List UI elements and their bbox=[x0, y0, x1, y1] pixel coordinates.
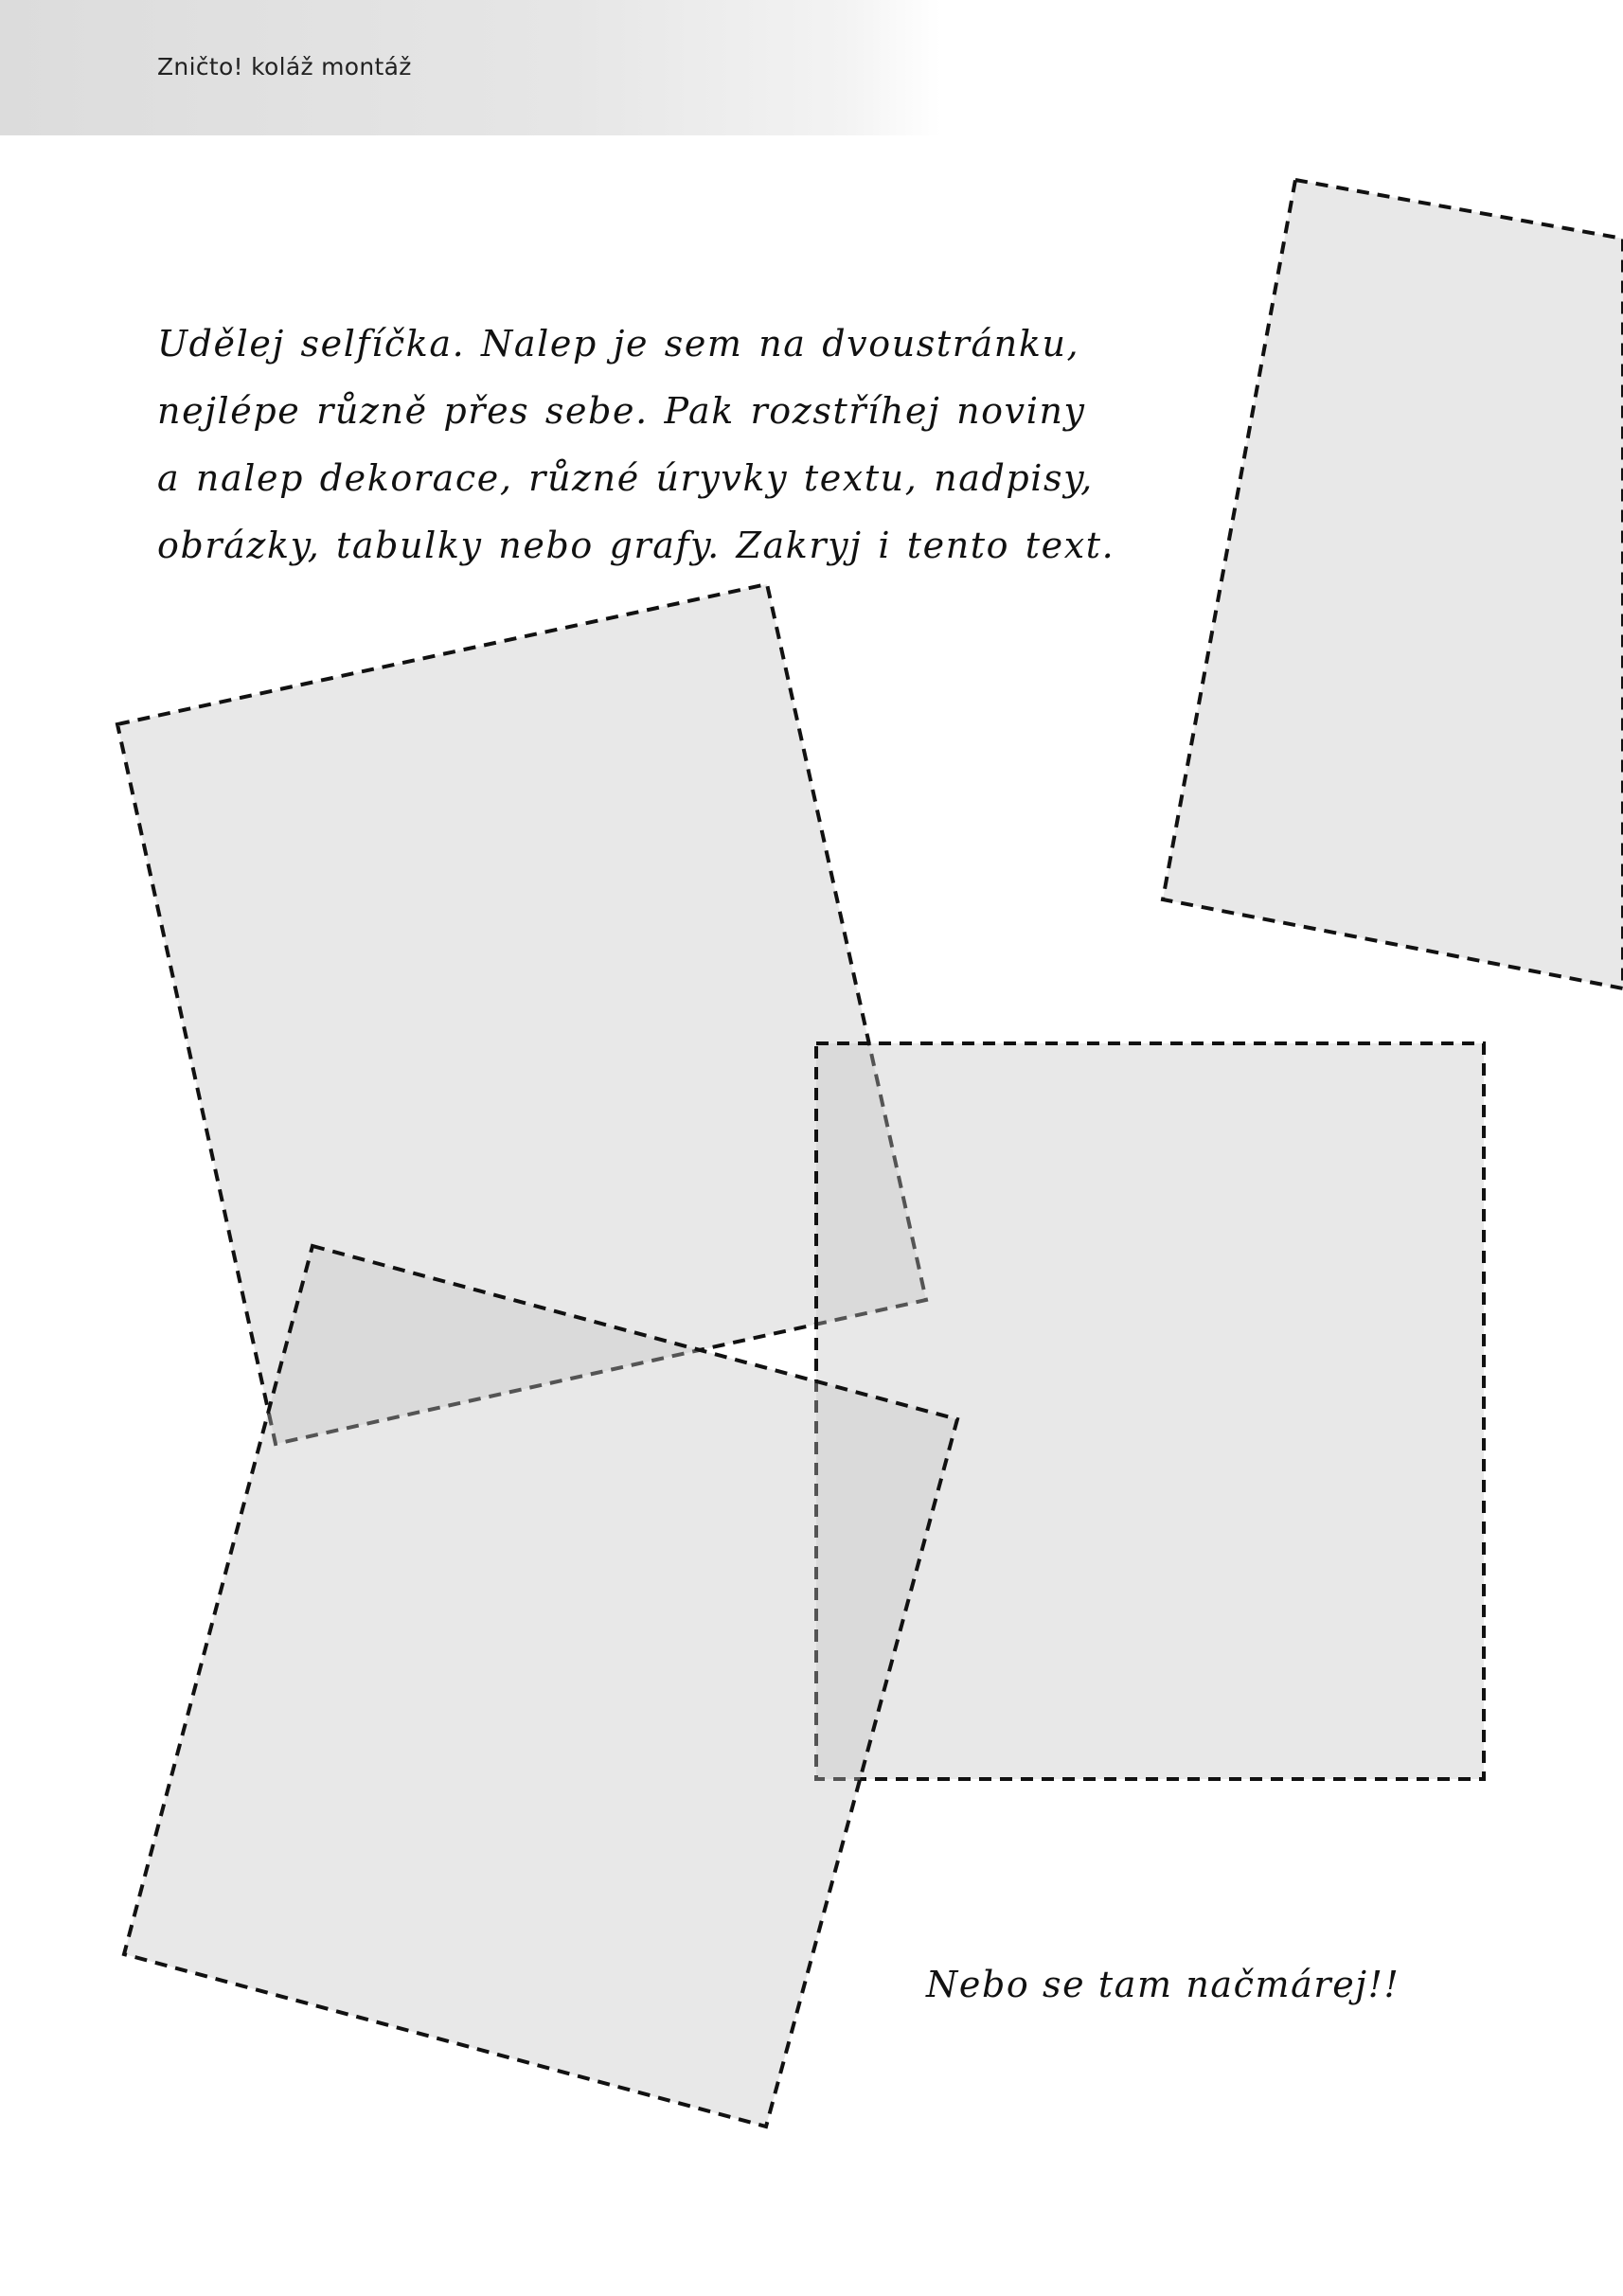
instruction-text bbox=[157, 311, 1275, 579]
page-header-title: Zničto! koláž montáž bbox=[157, 53, 412, 80]
instruction-line: Udělej selfíčka. Nalep je sem na dvoustránku, bbox=[157, 323, 1080, 365]
instruction-line: a nalep dekorace, různé úryvky textu, nadpisy, bbox=[157, 457, 1094, 499]
instruction-line: obrázky, tabulky nebo grafy. Zakryj i tento text. bbox=[157, 525, 1115, 566]
footer-note: Nebo se tam načmárej!! bbox=[926, 1964, 1400, 2005]
photo-frame-top-right[interactable] bbox=[1163, 180, 1623, 988]
instruction-line: nejlépe různě přes sebe. Pak rozstříhej noviny bbox=[157, 390, 1086, 432]
